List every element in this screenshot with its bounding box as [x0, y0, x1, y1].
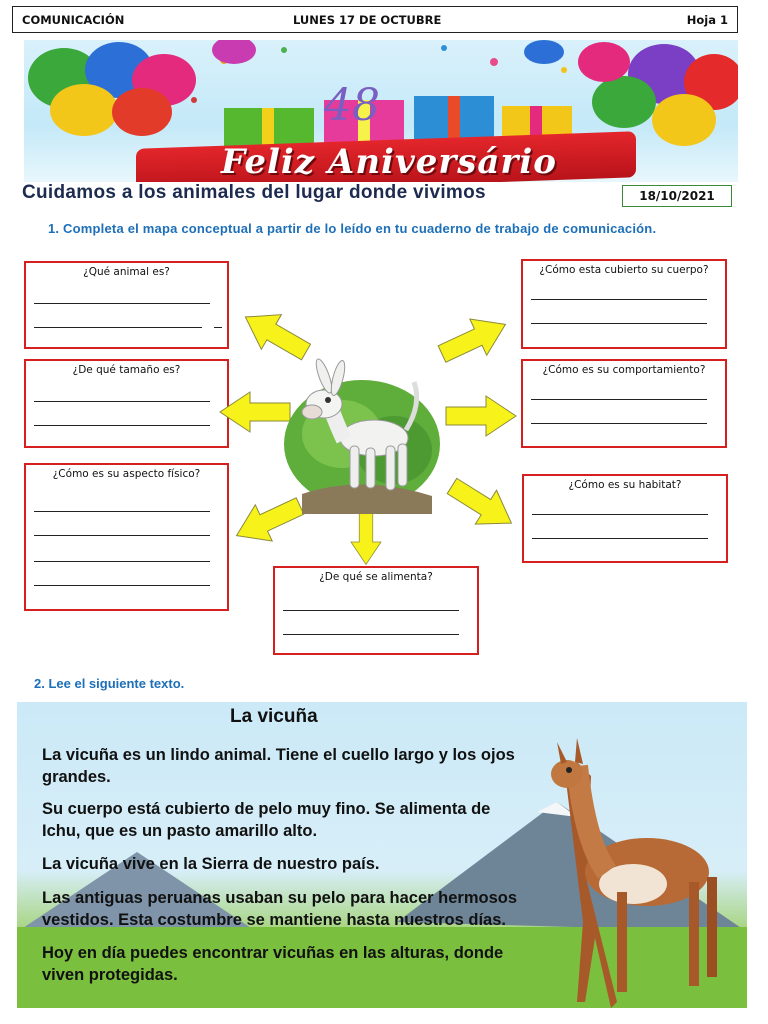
anniversary-number: 48: [324, 80, 380, 131]
arrow-food: [351, 512, 381, 565]
date-box: 18/10/2021: [622, 185, 732, 207]
reading-paragraph-1: La vicuña es un lindo animal. Tiene el cuello largo y los ojos grandes.: [42, 746, 515, 786]
arrow-habitat: [441, 469, 522, 540]
box-habitat-label: ¿Cómo es su habitat?: [568, 479, 682, 491]
question-1: 1. Completa el mapa conceptual a partir de lo leído en tu cuaderno de trabajo de comunicación.: [48, 221, 657, 236]
header-subject: COMUNICACIÓN: [22, 13, 125, 27]
arrow-behavior: [446, 396, 516, 436]
header-date: LUNES 17 DE OCTUBRE: [293, 13, 442, 27]
donkey-illustration: [282, 354, 442, 514]
header-page: Hoja 1: [686, 13, 728, 27]
reading-paragraph-4: Las antiguas peruanas usaban su pelo para hacer hermosos vestidos. Esta costumbre se mantiene hasta nuestros días.: [42, 889, 517, 929]
box-animal-label: ¿Qué animal es?: [83, 266, 170, 278]
banner-title: Feliz Aniversário: [221, 142, 557, 182]
reading-title: La vicuña: [230, 706, 318, 727]
box-body-label: ¿Cómo esta cubierto su cuerpo?: [539, 264, 709, 276]
box-size-label: ¿De qué tamaño es?: [72, 364, 181, 376]
box-behavior-label: ¿Cómo es su comportamiento?: [542, 364, 706, 376]
reading-paragraph-2: Su cuerpo está cubierto de pelo muy fino. Se alimenta de Ichu, que es un pasto amarillo alto.: [42, 800, 491, 840]
arrow-size: [220, 392, 290, 432]
question-2: 2. Lee el siguiente texto.: [34, 676, 185, 691]
box-aspect-label: ¿Cómo es su aspecto físico?: [52, 468, 201, 480]
arrow-body: [434, 306, 514, 372]
worksheet-subtitle: Cuidamos a los animales del lugar donde vivimos: [22, 182, 486, 203]
box-food-label: ¿De qué se alimenta?: [319, 571, 433, 583]
reading-paragraph-3: La vicuña vive en la Sierra de nuestro país.: [42, 855, 380, 873]
reading-paragraph-5: Hoy en día puedes encontrar vicuñas en las alturas, donde viven protegidas.: [42, 944, 504, 984]
